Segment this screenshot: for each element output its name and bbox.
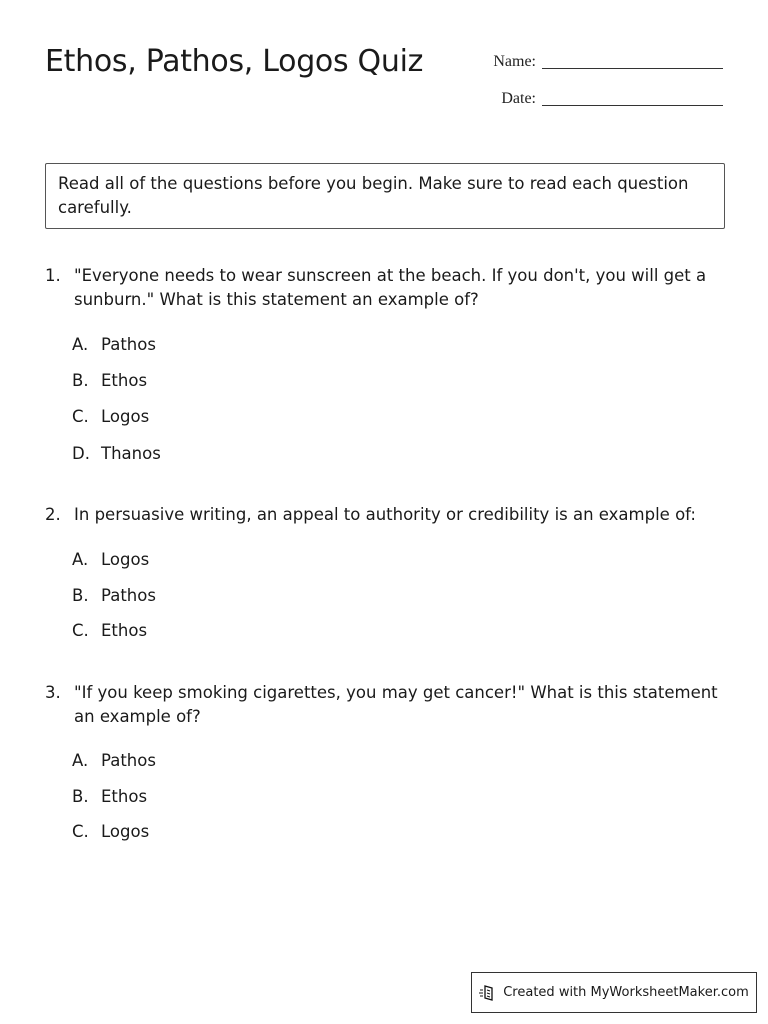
name-label: Name: (493, 53, 536, 70)
choice-item (72, 435, 161, 471)
choice-list (72, 541, 156, 648)
choice-item (72, 814, 156, 850)
question-text-row (45, 681, 735, 729)
question-text-row (45, 264, 735, 312)
choice-text: Ethos (101, 621, 148, 641)
choice-item (72, 541, 156, 577)
date-label: Date: (501, 90, 536, 107)
worksheet-maker-logo-icon (479, 984, 497, 1002)
name-blank-line[interactable] (542, 52, 723, 69)
choice-letter: C. (72, 407, 89, 427)
question-number: 2. (45, 505, 61, 524)
footer-credit[interactable] (471, 972, 757, 1013)
choice-item (72, 742, 156, 778)
question-text: "If you keep smoking cigarettes, you may get cancer!" What is this statement an example of? (74, 683, 718, 726)
choice-text: Pathos (101, 750, 156, 770)
choice-letter: D. (72, 443, 90, 463)
choice-item (72, 399, 161, 435)
choice-letter: C. (72, 822, 89, 842)
choice-item (72, 778, 156, 814)
question-text: "Everyone needs to wear sunscreen at the beach. If you don't, you will get a sunburn." What is this statement an example of? (74, 266, 707, 309)
date-blank-line[interactable] (542, 89, 723, 106)
question-text: In persuasive writing, an appeal to authority or credibility is an example of: (74, 505, 696, 524)
date-field-row (476, 89, 723, 108)
choice-list (72, 326, 161, 471)
question-3 (45, 681, 735, 842)
question-number: 1. (45, 266, 61, 285)
choice-text: Logos (101, 822, 150, 842)
choice-text: Ethos (101, 370, 148, 390)
footer-text: Created with MyWorksheetMaker.com (503, 985, 749, 1000)
question-1 (45, 264, 735, 463)
choice-letter: B. (72, 786, 89, 806)
name-field-row (476, 52, 723, 71)
page-title: Ethos, Pathos, Logos Quiz (45, 44, 424, 79)
choice-item (72, 577, 156, 613)
choice-text: Pathos (101, 585, 156, 605)
choice-item (72, 613, 156, 649)
question-number: 3. (45, 683, 61, 702)
choice-text: Logos (101, 407, 150, 427)
choice-letter: B. (72, 370, 89, 390)
choice-text: Logos (101, 549, 150, 569)
choice-item (72, 326, 161, 362)
choice-text: Thanos (101, 443, 161, 463)
instructions-box: Read all of the questions before you begin. Make sure to read each question carefully. (45, 163, 725, 229)
choice-letter: A. (72, 334, 89, 354)
question-2 (45, 503, 735, 641)
choice-text: Pathos (101, 334, 156, 354)
choice-letter: A. (72, 750, 89, 770)
question-text-row (45, 503, 735, 527)
choice-letter: B. (72, 585, 89, 605)
choice-item (72, 362, 161, 398)
choice-text: Ethos (101, 786, 148, 806)
choice-letter: A. (72, 549, 89, 569)
choice-list (72, 742, 156, 849)
choice-letter: C. (72, 621, 89, 641)
